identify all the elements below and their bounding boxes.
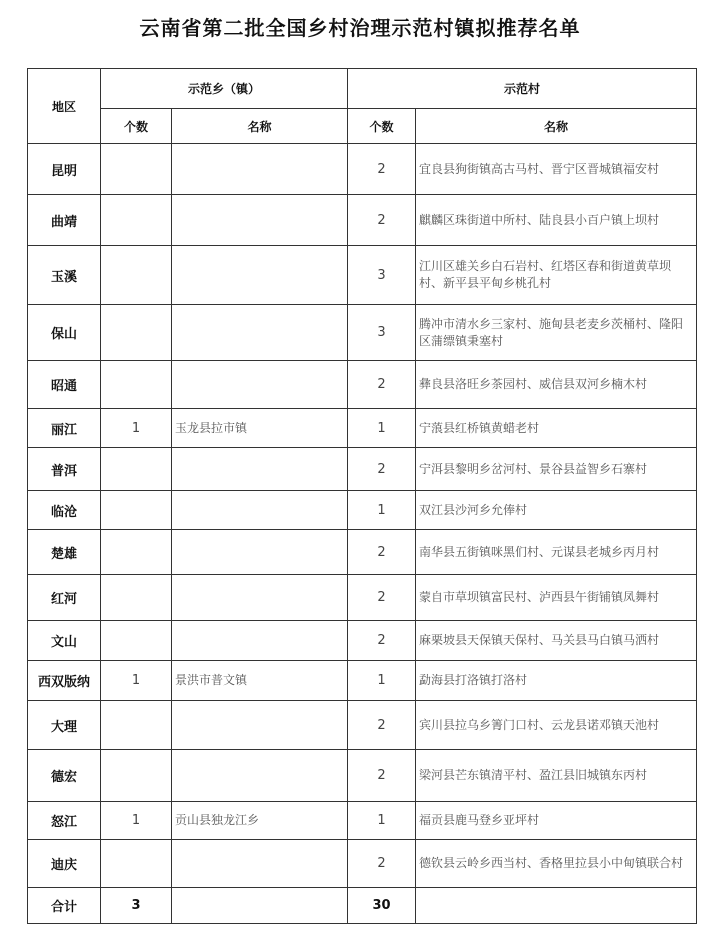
township-name-cell <box>172 530 348 575</box>
village-name-cell: 宁洱县黎明乡岔河村、景谷县益智乡石寨村 <box>416 448 697 491</box>
township-count-cell <box>101 195 172 246</box>
village-name-cell: 江川区雄关乡白石岩村、红塔区春和街道黄草坝村、新平县平甸乡桃孔村 <box>416 246 697 305</box>
village-count-cell: 2 <box>348 361 416 409</box>
township-name-cell <box>172 621 348 661</box>
village-count-cell: 1 <box>348 802 416 840</box>
table-row <box>28 144 697 195</box>
region-cell: 红河 <box>28 575 101 621</box>
table-row <box>28 448 697 491</box>
region-cell: 昆明 <box>28 144 101 195</box>
total-row <box>28 888 697 924</box>
township-count-cell <box>101 246 172 305</box>
township-count-cell <box>101 750 172 802</box>
township-name-cell <box>172 305 348 361</box>
table-row <box>28 361 697 409</box>
table-row <box>28 530 697 575</box>
region-cell: 西双版纳 <box>28 661 101 701</box>
village-count-cell: 3 <box>348 246 416 305</box>
document-title: 云南省第二批全国乡村治理示范村镇拟推荐名单 <box>139 16 581 40</box>
table-row <box>28 621 697 661</box>
township-count-cell <box>101 491 172 530</box>
township-name-cell <box>172 575 348 621</box>
village-count-cell: 1 <box>348 661 416 701</box>
village-name-cell: 宜良县狗街镇高古马村、晋宁区晋城镇福安村 <box>416 144 697 195</box>
header-village-name: 名称 <box>416 109 697 144</box>
village-name-cell: 南华县五街镇咪黑们村、元谋县老城乡丙月村 <box>416 530 697 575</box>
table-row <box>28 701 697 750</box>
region-cell: 德宏 <box>28 750 101 802</box>
township-count-cell <box>101 701 172 750</box>
village-count-cell: 3 <box>348 305 416 361</box>
region-cell: 文山 <box>28 621 101 661</box>
region-cell: 保山 <box>28 305 101 361</box>
township-name-cell <box>172 144 348 195</box>
township-name-cell <box>172 491 348 530</box>
region-cell: 玉溪 <box>28 246 101 305</box>
total-village-name-empty <box>416 888 697 924</box>
township-count-cell <box>101 575 172 621</box>
township-count-cell <box>101 305 172 361</box>
village-count-cell: 2 <box>348 448 416 491</box>
village-name-cell: 蒙自市草坝镇富民村、泸西县午街铺镇凤舞村 <box>416 575 697 621</box>
header-township-count: 个数 <box>101 109 172 144</box>
township-count-cell <box>101 621 172 661</box>
header-region: 地区 <box>28 69 101 144</box>
region-cell: 丽江 <box>28 409 101 448</box>
region-cell: 曲靖 <box>28 195 101 246</box>
village-name-cell: 德钦县云岭乡西当村、香格里拉县小中甸镇联合村 <box>416 840 697 888</box>
township-count-cell <box>101 144 172 195</box>
village-name-cell: 福贡县鹿马登乡亚坪村 <box>416 802 697 840</box>
township-count-cell <box>101 840 172 888</box>
table-row <box>28 802 697 840</box>
table-row <box>28 305 697 361</box>
table-row <box>28 661 697 701</box>
region-cell: 昭通 <box>28 361 101 409</box>
township-count-cell: 1 <box>101 661 172 701</box>
header-village-count: 个数 <box>348 109 416 144</box>
village-count-cell: 2 <box>348 530 416 575</box>
village-count-cell: 1 <box>348 491 416 530</box>
township-count-cell <box>101 361 172 409</box>
township-count-cell: 1 <box>101 409 172 448</box>
village-count-cell: 2 <box>348 840 416 888</box>
village-count-cell: 1 <box>348 409 416 448</box>
village-count-cell: 2 <box>348 750 416 802</box>
total-township-name-empty <box>172 888 348 924</box>
township-name-cell <box>172 701 348 750</box>
village-count-cell: 2 <box>348 144 416 195</box>
header-township-name: 名称 <box>172 109 348 144</box>
township-name-cell: 景洪市普文镇 <box>172 661 348 701</box>
village-count-cell: 2 <box>348 575 416 621</box>
village-name-cell: 麒麟区珠街道中所村、陆良县小百户镇上坝村 <box>416 195 697 246</box>
township-name-cell <box>172 361 348 409</box>
region-cell: 大理 <box>28 701 101 750</box>
total-label: 合计 <box>28 888 101 924</box>
township-name-cell <box>172 750 348 802</box>
village-count-cell: 2 <box>348 701 416 750</box>
header-demo-township: 示范乡（镇） <box>101 69 348 109</box>
region-cell: 楚雄 <box>28 530 101 575</box>
region-cell: 迪庆 <box>28 840 101 888</box>
township-name-cell: 贡山县独龙江乡 <box>172 802 348 840</box>
village-name-cell: 腾冲市清水乡三家村、施甸县老麦乡茨桶村、隆阳区蒲缥镇秉塞村 <box>416 305 697 361</box>
village-name-cell: 勐海县打洛镇打洛村 <box>416 661 697 701</box>
township-name-cell <box>172 448 348 491</box>
total-township-count: 3 <box>101 888 172 924</box>
village-name-cell: 麻栗坡县天保镇天保村、马关县马白镇马洒村 <box>416 621 697 661</box>
header-demo-village: 示范村 <box>348 69 697 109</box>
village-name-cell: 梁河县芒东镇清平村、盈江县旧城镇东丙村 <box>416 750 697 802</box>
region-cell: 怒江 <box>28 802 101 840</box>
township-count-cell <box>101 448 172 491</box>
village-count-cell: 2 <box>348 621 416 661</box>
village-name-cell: 宁蒗县红桥镇黄蜡老村 <box>416 409 697 448</box>
region-cell: 临沧 <box>28 491 101 530</box>
total-village-count: 30 <box>348 888 416 924</box>
table-row <box>28 409 697 448</box>
region-cell: 普洱 <box>28 448 101 491</box>
township-name-cell <box>172 246 348 305</box>
table-row <box>28 840 697 888</box>
village-name-cell: 彝良县洛旺乡茶园村、威信县双河乡楠木村 <box>416 361 697 409</box>
table-row <box>28 750 697 802</box>
village-name-cell: 双江县沙河乡允俸村 <box>416 491 697 530</box>
table-row <box>28 491 697 530</box>
table-row <box>28 246 697 305</box>
village-count-cell: 2 <box>348 195 416 246</box>
table-row <box>28 575 697 621</box>
township-name-cell <box>172 840 348 888</box>
township-name-cell <box>172 195 348 246</box>
table-row <box>28 195 697 246</box>
recommendation-table <box>27 68 697 924</box>
township-name-cell: 玉龙县拉市镇 <box>172 409 348 448</box>
township-count-cell <box>101 530 172 575</box>
village-name-cell: 宾川县拉乌乡箐门口村、云龙县诺邓镇天池村 <box>416 701 697 750</box>
township-count-cell: 1 <box>101 802 172 840</box>
